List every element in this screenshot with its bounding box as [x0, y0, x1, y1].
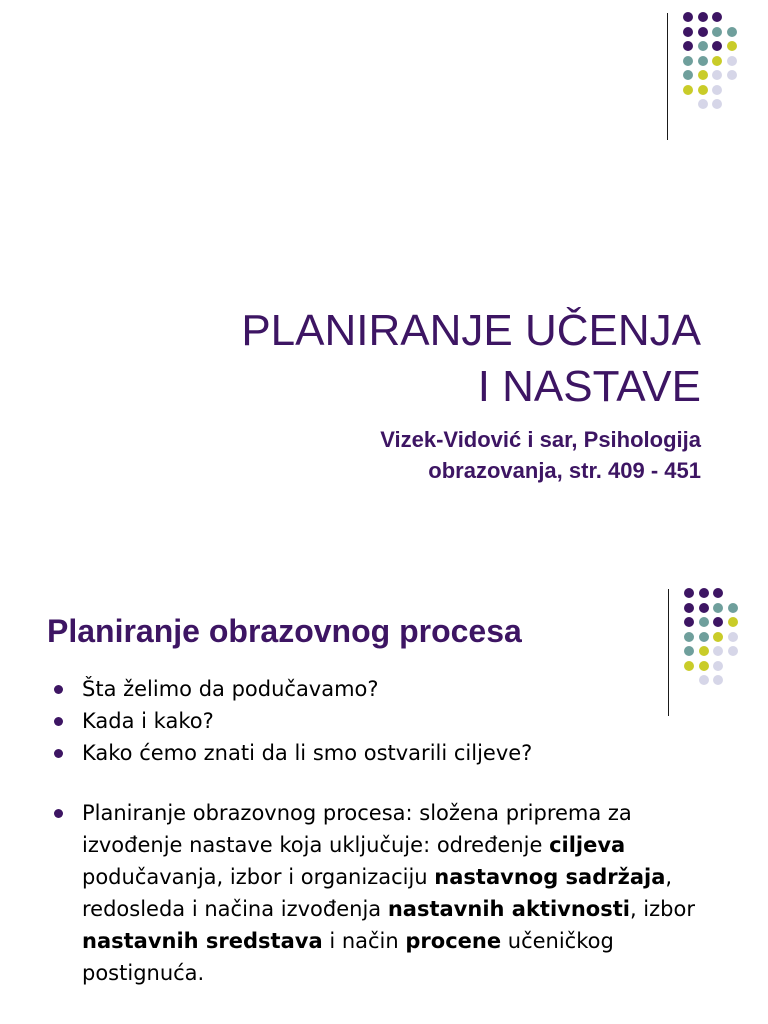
decorative-dot	[699, 588, 709, 598]
decorative-dot	[712, 85, 722, 95]
decorative-dot	[713, 661, 723, 671]
bullet-list	[53, 673, 713, 989]
text-run: , redosleda i načina izvođenja	[82, 865, 673, 921]
decorative-dot	[683, 27, 693, 37]
decorative-dot	[683, 41, 693, 51]
bullet-icon	[54, 717, 63, 726]
bold-term: procene	[405, 929, 502, 953]
bold-term: ciljeva	[549, 833, 626, 857]
slide-title-line: I NASTAVE	[477, 362, 701, 411]
decorative-dot	[698, 56, 708, 66]
decorative-dot	[698, 27, 708, 37]
decorative-dot	[727, 56, 737, 66]
decorative-dot	[713, 675, 723, 685]
text-run: podučavanja, izbor i organizaciju	[82, 865, 435, 889]
paragraph-text	[82, 801, 695, 985]
decorative-dot	[698, 85, 708, 95]
slide-title: Planiranje obrazovnog procesa	[47, 613, 522, 649]
decorative-dot	[712, 41, 722, 51]
content-slide	[0, 576, 768, 1024]
decorative-dot	[713, 632, 723, 642]
decorative-dot	[727, 41, 737, 51]
decorative-dot	[683, 70, 693, 80]
bold-term: nastavnog sadržaja	[434, 865, 666, 889]
list-item	[53, 673, 713, 705]
slide-title	[241, 303, 701, 415]
decorative-dot	[683, 56, 693, 66]
text-run: , izbor	[629, 897, 695, 921]
vertical-divider	[667, 13, 668, 140]
decorative-dot	[698, 99, 708, 109]
decorative-dot	[698, 41, 708, 51]
decorative-dot	[698, 70, 708, 80]
decorative-dot	[712, 70, 722, 80]
list-item	[53, 797, 713, 989]
text-run: učeničkog postignuća.	[82, 929, 614, 985]
list-item	[53, 705, 713, 737]
bullet-icon	[54, 749, 63, 758]
decorative-dot	[699, 646, 709, 656]
decorative-dot	[713, 646, 723, 656]
slide-title-line: PLANIRANJE UČENJA	[241, 306, 701, 355]
decorative-dot	[712, 12, 722, 22]
decorative-dot	[683, 12, 693, 22]
decorative-dot	[712, 56, 722, 66]
decorative-dot	[684, 617, 694, 627]
list-item-text: Šta želimo da podučavamo?	[82, 677, 379, 701]
decorative-dot	[713, 617, 723, 627]
subtitle-line: obrazovanja, str. 409 - 451	[428, 458, 701, 483]
decorative-dot	[699, 661, 709, 671]
text-run: i način	[322, 929, 406, 953]
list-item	[53, 737, 713, 769]
decorative-dot	[684, 661, 694, 671]
list-item-text: Kada i kako?	[82, 709, 214, 733]
bullet-icon	[54, 685, 63, 694]
decorative-dot	[727, 70, 737, 80]
decorative-dot	[684, 632, 694, 642]
decorative-dot	[728, 603, 738, 613]
decorative-dot	[713, 588, 723, 598]
bold-term: nastavnih aktivnosti	[387, 897, 630, 921]
decorative-dot	[727, 27, 737, 37]
decorative-dot	[684, 603, 694, 613]
decorative-dot	[699, 617, 709, 627]
decorative-dot	[728, 646, 738, 656]
decorative-dot	[684, 646, 694, 656]
decorative-dot	[713, 603, 723, 613]
list-item-text: Kako ćemo znati da li smo ostvarili ciljeve?	[82, 741, 533, 765]
bullet-icon	[54, 809, 63, 818]
decorative-dot	[712, 99, 722, 109]
decorative-dot	[728, 632, 738, 642]
bold-term: nastavnih sredstava	[82, 929, 323, 953]
text-run: Planiranje obrazovnog procesa: složena priprema za izvođenje nastave koja uključuje: određenje	[82, 801, 632, 857]
subtitle-line: Vizek-Vidović i sar, Psihologija	[380, 427, 701, 452]
decorative-dot	[699, 603, 709, 613]
decorative-dot	[684, 588, 694, 598]
decorative-dot	[683, 85, 693, 95]
slide-subtitle	[380, 424, 701, 486]
decorative-dot	[728, 617, 738, 627]
decorative-dot	[712, 27, 722, 37]
decorative-dot	[699, 632, 709, 642]
decorative-dot	[698, 12, 708, 22]
